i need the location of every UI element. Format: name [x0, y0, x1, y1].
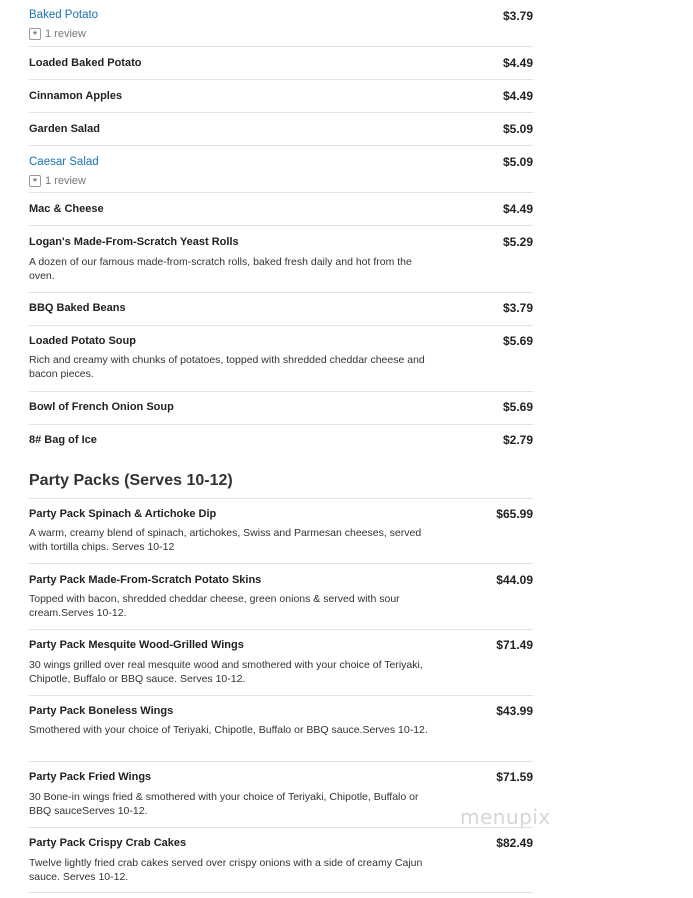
- item-price: $43.99: [496, 704, 533, 718]
- item-name: Garden Salad: [29, 123, 100, 135]
- item-description: A dozen of our famous made-from-scratch rolls, baked fresh daily and hot from the oven.: [29, 256, 412, 282]
- item-description: 30 Bone-in wings fried & smothered with your choice of Teriyaki, Chipotle, Buffalo or BBQ sauceServes 10-12.: [29, 791, 419, 817]
- item-price: $5.69: [502, 334, 533, 348]
- item-description: Smothered with your choice of Teriyaki, Chipotle, Buffalo or BBQ sauce.Serves 10-12.: [29, 724, 428, 736]
- item-name-link[interactable]: Caesar Salad: [29, 156, 99, 168]
- menu-item: [29, 564, 533, 630]
- item-price: $5.29: [502, 235, 533, 249]
- item-price: $2.79: [502, 433, 533, 447]
- item-name-link[interactable]: Baked Potato: [29, 9, 99, 21]
- menu-item: [29, 113, 533, 146]
- item-name: Logan's Made-From-Scratch Yeast Rolls: [29, 236, 239, 248]
- menu-item: [29, 293, 533, 326]
- watermark-logo: menupix: [460, 805, 551, 829]
- item-description: A warm, creamy blend of spinach, artichokes, Swiss and Parmesan cheeses, served with tortilla chips. Serves 10-12: [29, 527, 422, 553]
- menu-item: [29, 193, 533, 226]
- item-name: Party Pack Fried Wings: [29, 771, 152, 783]
- item-name: Loaded Baked Potato: [29, 57, 142, 69]
- menu-item: [29, 762, 533, 828]
- menu-item: [29, 630, 533, 696]
- item-description: 30 wings grilled over real mesquite wood and smothered with your choice of Teriyaki, Chipotle, Buffalo or BBQ sauce. Serves 10-12.: [29, 659, 423, 685]
- item-price: $3.79: [502, 301, 533, 315]
- item-name: Cinnamon Apples: [29, 90, 123, 102]
- item-name: 8# Bag of Ice: [29, 434, 97, 446]
- item-price: $3.79: [502, 9, 533, 23]
- review-star-icon: ★: [29, 175, 41, 187]
- menu-item: [29, 696, 533, 762]
- menu-item: [29, 146, 533, 193]
- item-price: $4.49: [502, 89, 533, 103]
- item-price: $5.09: [502, 155, 533, 169]
- menu-item: [29, 425, 533, 458]
- item-price: $4.49: [502, 56, 533, 70]
- review-star-icon: ★: [29, 28, 41, 40]
- item-name: Bowl of French Onion Soup: [29, 401, 174, 413]
- item-price: $5.09: [502, 122, 533, 136]
- review-text: 1 review: [45, 28, 86, 40]
- item-name: Party Pack Crispy Crab Cakes: [29, 837, 187, 849]
- menu-item: [29, 226, 533, 293]
- review-count[interactable]: [29, 28, 86, 40]
- menu-item: [29, 326, 533, 392]
- item-name: Mac & Cheese: [29, 203, 104, 215]
- item-description: Twelve lightly fried crab cakes served over crispy onions with a side of creamy Cajun sauce. Serves 10-12.: [29, 857, 423, 883]
- menu-item: [29, 47, 533, 80]
- menu-item: [29, 828, 533, 893]
- item-price: $82.49: [496, 836, 533, 850]
- item-name: Party Pack Boneless Wings: [29, 705, 174, 717]
- item-price: $71.59: [496, 770, 533, 784]
- item-price: $71.49: [496, 638, 533, 652]
- item-name: Party Pack Made-From-Scratch Potato Skins: [29, 574, 262, 586]
- review-text: 1 review: [45, 175, 86, 187]
- item-name: Party Pack Spinach & Artichoke Dip: [29, 508, 217, 520]
- item-name: BBQ Baked Beans: [29, 302, 126, 314]
- item-name: Party Pack Mesquite Wood-Grilled Wings: [29, 639, 244, 651]
- item-description: Topped with bacon, shredded cheddar cheese, green onions & served with sour cream.Serves 10-12.: [29, 593, 400, 619]
- review-count[interactable]: [29, 175, 86, 187]
- item-price: $5.69: [502, 400, 533, 414]
- section-title: Party Packs (Serves 10-12): [29, 472, 233, 489]
- menu-item: [29, 392, 533, 425]
- item-description: Rich and creamy with chunks of potatoes, topped with shredded cheddar cheese and bacon pieces.: [29, 354, 425, 380]
- item-price: $65.99: [496, 507, 533, 521]
- item-price: $44.09: [496, 573, 533, 587]
- menu-item: [29, 499, 533, 564]
- menu-item: [29, 80, 533, 113]
- menu-item: [29, 0, 533, 47]
- item-name: Loaded Potato Soup: [29, 335, 136, 347]
- item-price: $4.49: [502, 202, 533, 216]
